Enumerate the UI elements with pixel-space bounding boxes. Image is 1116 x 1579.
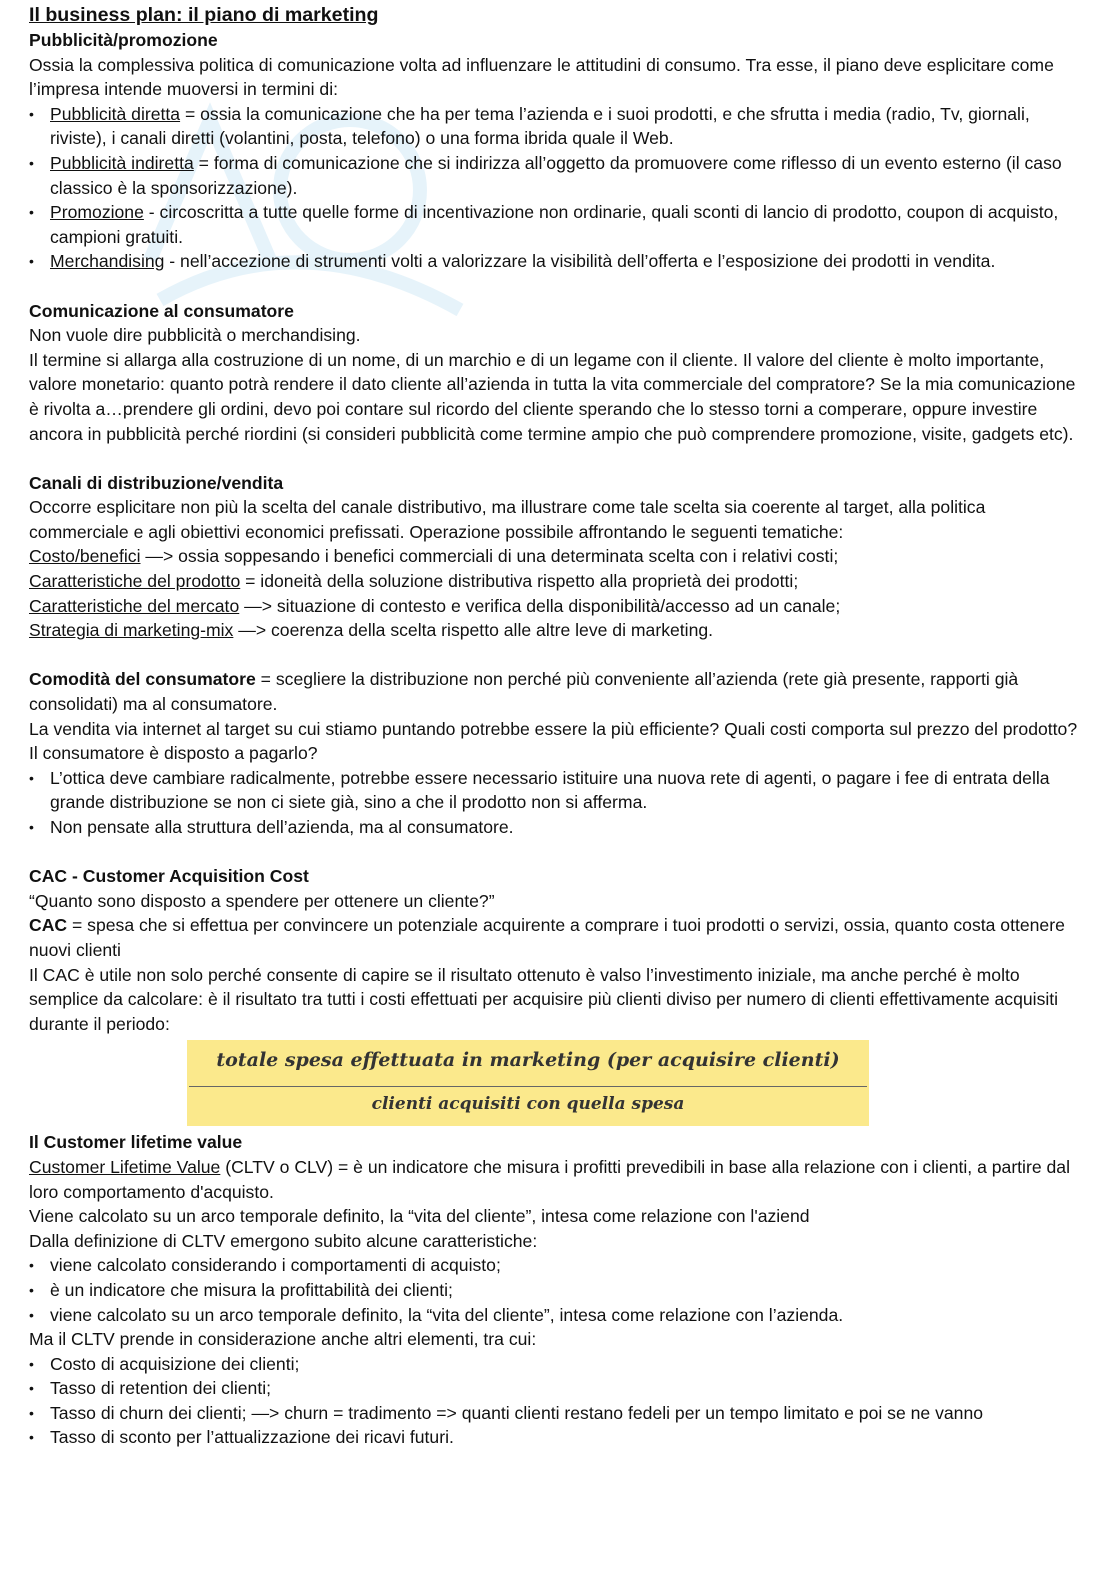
section-intro: Ossia la complessiva politica di comunicazione volta ad influenzare le attitudini di consumo. Tra esse, il piano deve esplicitare come l’impresa intende muoversi in termini di: <box>29 54 1054 100</box>
underlined-term: Customer Lifetime Value <box>29 1156 221 1177</box>
paragraph: Viene calcolato su un arco temporale definito, la “vita del cliente”, intesa come relazione con l'aziend <box>29 1206 810 1227</box>
section-intro: Occorre esplicitare non più la scelta del canale distributivo, ma illustrare come tale scelta sia coerente al target, alla politica commerciale e agli obiettivi economici prefissati. Operazione possibile affrontando le seguenti tematiche: <box>29 497 986 542</box>
document-page <box>29 2 1089 1450</box>
list-text: = ossia la comunicazione che ha per tema l’azienda e i suoi prodotti, e che sfrutta i media (radio, Tv, giornali, riviste), i canali diretti (volantini, posta, telefono) o una forma ibrida quale il Web. <box>50 103 1030 149</box>
topic-line <box>29 594 1089 619</box>
bullet-list-pubblicita <box>29 102 1089 274</box>
topic-line <box>29 544 1089 569</box>
list-term: Promozione <box>50 202 144 223</box>
list-item: • è un indicatore che misura la profittabilità dei clienti; <box>29 1278 1089 1303</box>
bullet-list-elementi <box>29 1352 1089 1450</box>
topic-text: = idoneità della soluzione distributiva rispetto alla proprietà dei prodotti; <box>240 571 799 592</box>
list-text: - nell’accezione di strumenti volti a valorizzare la visibilità dell’offerta e l’esposizione dei prodotti in vendita. <box>164 251 996 272</box>
page-title: Il business plan: il piano di marketing <box>29 4 379 26</box>
list-term: Merchandising <box>50 251 165 272</box>
topic-text: —> coerenza della scelta rispetto alle altre leve di marketing. <box>233 620 714 641</box>
formula-numerator: totale spesa effettuata in marketing (per acquisire clienti) <box>216 1049 840 1072</box>
list-item: • viene calcolato considerando i comportamenti di acquisto; <box>29 1253 1089 1278</box>
topic-line <box>29 618 1089 643</box>
list-item: • viene calcolato su un arco temporale definito, la “vita del cliente”, intesa come relazione con l’azienda. <box>29 1303 1089 1328</box>
bullet-list-cltv <box>29 1253 1089 1327</box>
paragraph: CAC = spesa che si effettua per convincere un potenziale acquirente a comprare i tuoi prodotti o servizi, ossia, quanto costa ottenere nuovi clienti <box>29 915 1065 960</box>
section-heading-canali: Canali di distribuzione/vendita <box>29 472 284 493</box>
paragraph: La vendita via internet al target su cui stiamo puntando potrebbe essere la più efficiente? Quali costi comporta sul prezzo del prodotto? Il consumatore è disposto a pagarlo? <box>29 718 1078 764</box>
list-item: • Tasso di retention dei clienti; <box>29 1376 1089 1401</box>
paragraph: Il CAC è utile non solo perché consente di capire se il risultato ottenuto è valso l’investimento iniziale, ma anche perché è molto semplice da calcolare: è il risultato tra tutti i costi effettuati per acquisire più clienti diviso per numero di clienti effettivamente acquisiti durante il periodo: <box>29 964 1059 1034</box>
topic-term: Caratteristiche del prodotto <box>29 571 241 592</box>
paragraph: Ma il CLTV prende in considerazione anche altri elementi, tra cui: <box>29 1329 537 1350</box>
topic-term: Caratteristiche del mercato <box>29 595 240 616</box>
section-heading-cac: CAC - Customer Acquisition Cost <box>29 866 309 887</box>
list-item <box>29 200 1089 249</box>
fraction-bar <box>189 1086 867 1087</box>
paragraph: Il termine si allarga alla costruzione di un nome, di un marchio e di un legame con il cliente. Il valore del cliente è molto importante, valore monetario: quanto potrà rendere il dato cliente all’azienda in tutta la vita commerciale del compratore? Se la mia comunicazione è rivolta a…prendere gli ordini, devo poi contare sul ricordo del cliente sperando che lo stesso torni a comperare, oppure investire ancora in pubblicità perché riordini (si consideri pubblicità come termine ampio che può comprendere promozione, visite, gadgets etc). <box>29 349 1076 444</box>
cac-formula-box <box>187 1040 869 1126</box>
bullet-list-comodita <box>29 766 1089 840</box>
section-heading-comunicazione: Comunicazione al consumatore <box>29 300 294 321</box>
paragraph: Comodità del consumatore = scegliere la distribuzione non perché più conveniente all’azienda (rete già presente, rapporti già consolidati) ma al consumatore. <box>29 669 1019 715</box>
bold-term: Comodità del consumatore <box>29 669 256 690</box>
list-item: • L’ottica deve cambiare radicalmente, potrebbe essere necessario istituire una nuova rete di agenti, o pagare i fee di entrata della grande distribuzione se non ci siete già, sino a che il prodotto non si afferma. <box>29 766 1089 815</box>
topic-list <box>29 544 1089 642</box>
paragraph: Dalla definizione di CLTV emergono subito alcune caratteristiche: <box>29 1230 538 1251</box>
section-heading-cltv: Il Customer lifetime value <box>29 1132 243 1153</box>
topic-term: Strategia di marketing-mix <box>29 620 234 641</box>
list-item <box>29 249 1089 274</box>
list-text: - circoscritta a tutte quelle forme di incentivazione non ordinarie, quali sconti di lancio di prodotto, coupon di acquisto, campioni gratuiti. <box>50 202 1059 247</box>
list-term: Pubblicità indiretta <box>50 152 194 173</box>
section-heading-pubblicita: Pubblicità/promozione <box>29 30 218 50</box>
bold-term: CAC <box>29 915 68 936</box>
topic-text: —> ossia soppesando i benefici commerciali di una determinata scelta con i relativi costi; <box>140 546 839 567</box>
paragraph: Customer Lifetime Value (CLTV o CLV) = è un indicatore che misura i profitti prevedibili in base alla relazione con i clienti, a partire dal loro comportamento d'acquisto. <box>29 1156 1070 1202</box>
list-item: • Tasso di churn dei clienti; —> churn = tradimento => quanti clienti restano fedeli per un tempo limitato e poi se ne vanno <box>29 1401 1089 1426</box>
list-term: Pubblicità diretta <box>50 103 181 124</box>
topic-text: —> situazione di contesto e verifica della disponibilità/accesso ad un canale; <box>239 595 841 616</box>
list-item: • Non pensate alla struttura dell’azienda, ma al consumatore. <box>29 815 1089 840</box>
quote: “Quanto sono disposto a spendere per ottenere un cliente?” <box>29 890 495 911</box>
list-item <box>29 151 1089 200</box>
list-item <box>29 102 1089 151</box>
topic-line <box>29 569 1089 594</box>
list-text: = forma di comunicazione che si indirizza all’oggetto da promuovere come riflesso di un evento esterno (il caso classico è la sponsorizzazione). <box>50 152 1062 198</box>
list-item: • Tasso di sconto per l’attualizzazione dei ricavi futuri. <box>29 1425 1089 1450</box>
topic-term: Costo/benefici <box>29 546 141 567</box>
list-item: • Costo di acquisizione dei clienti; <box>29 1352 1089 1377</box>
formula-denominator: clienti acquisiti con quella spesa <box>371 1094 685 1115</box>
paragraph: Non vuole dire pubblicità o merchandising. <box>29 325 361 346</box>
